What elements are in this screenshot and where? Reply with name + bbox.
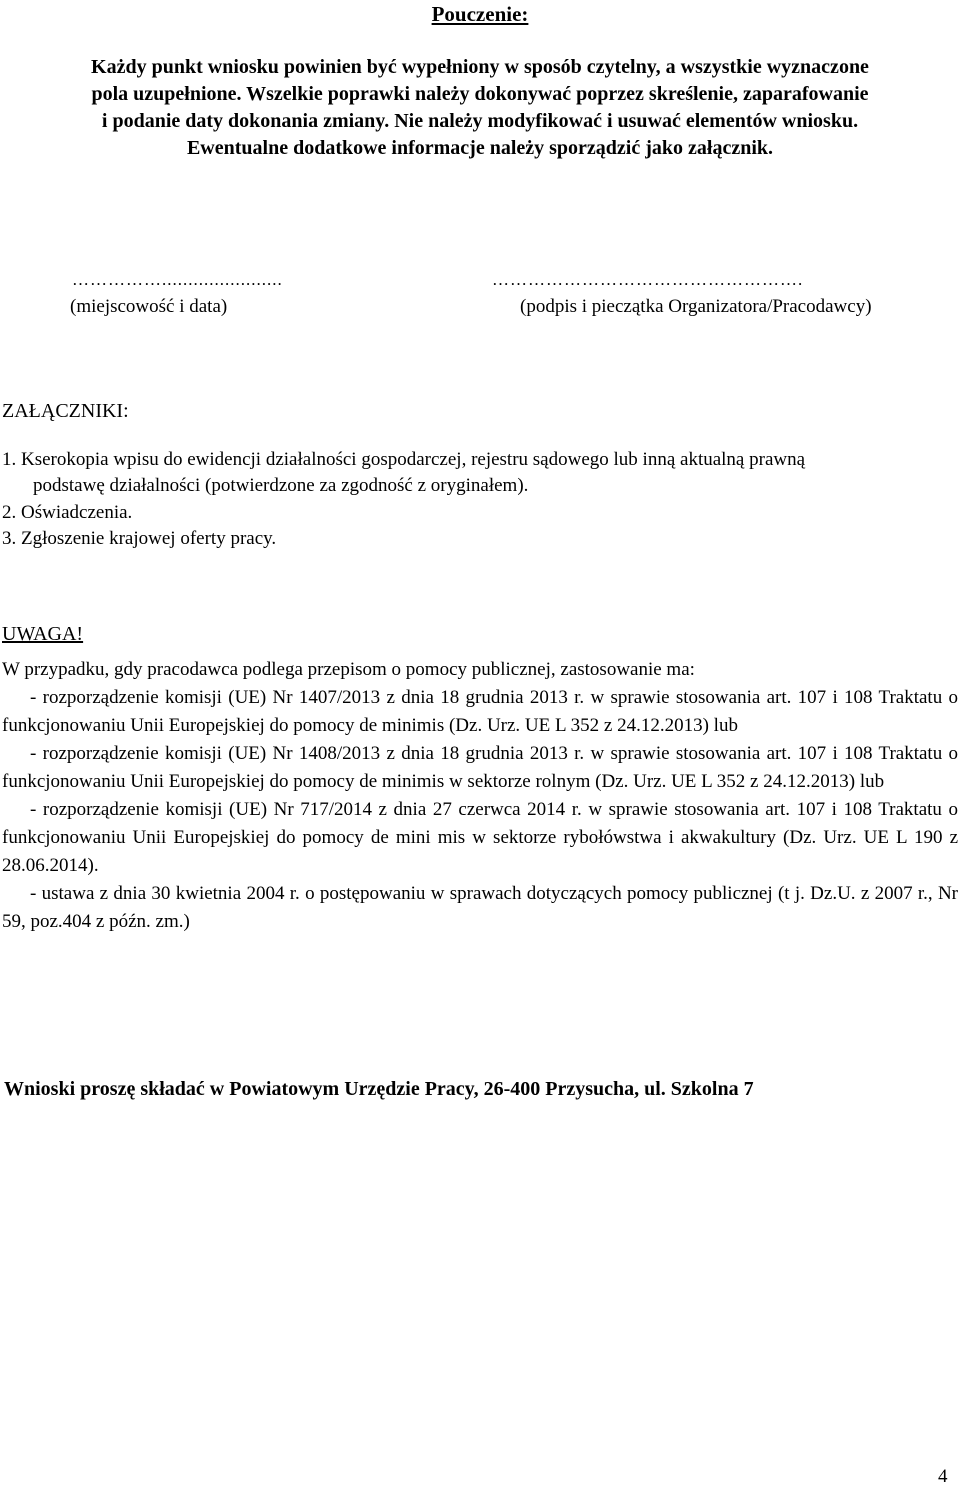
- notice-line: Ewentualne dodatkowe informacje należy sporządzić jako załącznik.: [186, 137, 774, 159]
- attachment-item-line: podstawę działalności (potwierdzone za zgodność z oryginałem).: [33, 475, 529, 496]
- notice-line: Każdy punkt wniosku powinien być wypełniony w sposób czytelny, a wszystkie wyznaczone: [91, 56, 869, 78]
- notice-line: pola uzupełnione. Wszelkie poprawki należy dokonywać poprzez skreślenie, zaparafowanie: [91, 83, 869, 105]
- regulation-item: - rozporządzenie komisji (UE) Nr 1407/2013 z dnia 18 grudnia 2013 r. w sprawie stosowania art. 107 i 108 Traktatu o funkcjonowaniu Unii Europejskiej do pomocy de minimis (Dz. Urz. UE L 352 z 24.12.2013) lub: [2, 687, 958, 736]
- page-heading: Pouczenie:: [431, 2, 529, 26]
- attachment-item: 3. Zgłoszenie krajowej oferty pracy.: [2, 528, 277, 549]
- attachment-item: [2, 447, 952, 499]
- page-number: 4: [938, 1466, 948, 1487]
- attachment-item-line: 1. Kserokopia wpisu do ewidencji działalności gospodarczej, rejestru sądowego lub inną aktualną prawną: [2, 449, 806, 470]
- warning-title: UWAGA!: [2, 623, 84, 645]
- signature-dotted-line: …………………………………………….: [492, 270, 804, 289]
- regulation-item: - rozporządzenie komisji (UE) Nr 717/2014 z dnia 27 czerwca 2014 r. w sprawie stosowania art. 107 i 108 Traktatu o funkcjonowaniu Unii Europejskiej do pomocy de mini mis w sektorze rybołówstwa i akwakultury (Dz. Urz. UE L 190 z 28.06.2014).: [2, 799, 958, 876]
- attachment-item: 2. Oświadczenia.: [2, 502, 133, 523]
- submission-address-note: Wnioski proszę składać w Powiatowym Urzędzie Pracy, 26-400 Przysucha, ul. Szkolna 7: [4, 1078, 754, 1100]
- instructions-notice: [18, 54, 942, 162]
- warning-intro: W przypadku, gdy pracodawca podlega przepisom o pomocy publicznej, zastosowanie ma:: [2, 659, 695, 680]
- warning-body: [2, 656, 958, 936]
- regulation-item: - ustawa z dnia 30 kwietnia 2004 r. o postępowaniu w sprawach dotyczących pomocy publicznej (t j. Dz.U. z 2007 r., Nr 59, poz.404 z późn. zm.): [2, 883, 958, 932]
- attachments-title: ZAŁĄCZNIKI:: [2, 400, 129, 422]
- notice-line: i podanie daty dokonania zmiany. Nie należy modyfikować i usuwać elementów wniosku.: [101, 110, 859, 132]
- place-date-dotted-line: …………….......................: [72, 270, 283, 289]
- place-date-caption: (miejscowość i data): [70, 296, 228, 317]
- regulation-item: - rozporządzenie komisji (UE) Nr 1408/2013 z dnia 18 grudnia 2013 r. w sprawie stosowania art. 107 i 108 Traktatu o funkcjonowaniu Unii Europejskiej do pomocy de minimis w sektorze rolnym (Dz. Urz. UE L 352 z 24.12.2013) lub: [2, 743, 958, 792]
- signature-caption: (podpis i pieczątka Organizatora/Pracodawcy): [520, 296, 872, 317]
